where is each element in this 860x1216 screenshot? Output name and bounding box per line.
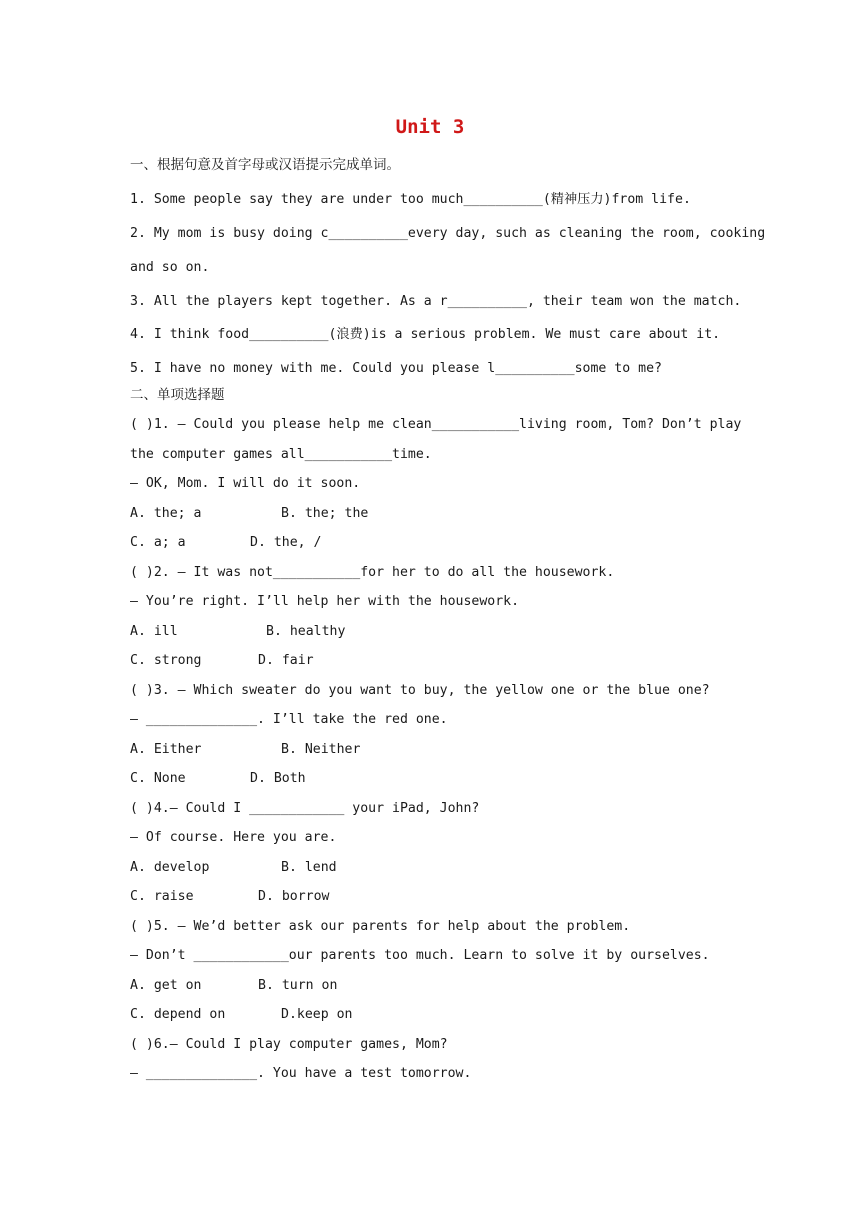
question-2-option-b: B. healthy [266, 624, 346, 639]
question-4-choices-cd [130, 888, 329, 906]
question-3-choices-cd [130, 770, 306, 788]
question-3-option-b: B. Neither [281, 742, 361, 757]
question-2-line-1: ( )2. — It was not___________for her to do all the housework. [130, 565, 615, 580]
question-1-choices-ab [130, 505, 368, 523]
question-1-line-3: — OK, Mom. I will do it soon. [130, 476, 361, 491]
question-6-line-2: — ______________. You have a test tomorrow. [130, 1066, 472, 1081]
question-4-line-2: — Of course. Here you are. [130, 830, 337, 845]
question-5-option-c: C. depend on [130, 1007, 226, 1022]
question-4-choices-ab [130, 859, 337, 877]
section2-heading: 二、单项选择题 [130, 387, 225, 403]
question-3-option-c: C. None [130, 771, 186, 786]
question-5-choices-cd [130, 1006, 352, 1024]
fill-item-5: 5. I have no money with me. Could you please l__________some to me? [130, 361, 662, 376]
question-5-option-b: B. turn on [258, 978, 338, 993]
question-5-line-1: ( )5. — We’d better ask our parents for help about the problem. [130, 919, 631, 934]
question-5-option-d: D.keep on [281, 1007, 353, 1022]
question-2-option-c: C. strong [130, 653, 202, 668]
question-3-option-a: A. Either [130, 742, 202, 757]
question-4-option-b: B. lend [281, 860, 337, 875]
question-5-choices-ab [130, 977, 337, 995]
question-1-option-a: A. the; a [130, 506, 202, 521]
question-6-line-1: ( )6.— Could I play computer games, Mom? [130, 1037, 448, 1052]
question-4-option-c: C. raise [130, 889, 194, 904]
question-1-option-b: B. the; the [281, 506, 369, 521]
question-2-line-2: — You’re right. I’ll help her with the housework. [130, 594, 520, 609]
fill-item-4: 4. I think food__________(浪费)is a serious problem. We must care about it. [130, 327, 721, 342]
fill-item-2: 2. My mom is busy doing c__________every day, such as cleaning the room, cooking [130, 226, 766, 241]
question-1-choices-cd [130, 534, 321, 552]
page-title: Unit 3 [395, 116, 465, 138]
question-3-choices-ab [130, 741, 360, 759]
question-4-option-a: A. develop [130, 860, 210, 875]
fill-item-1: 1. Some people say they are under too much__________(精神压力)from life. [130, 192, 691, 207]
question-1-option-d: D. the, / [250, 535, 322, 550]
question-1-line-2: the computer games all___________time. [130, 447, 432, 462]
question-3-line-2: — ______________. I’ll take the red one. [130, 712, 448, 727]
question-5-line-2: — Don’t ____________our parents too much. Learn to solve it by ourselves. [130, 948, 710, 963]
section1-heading: 一、根据句意及首字母或汉语提示完成单词。 [130, 157, 400, 173]
fill-item-2-cont: and so on. [130, 260, 210, 275]
fill-item-3: 3. All the players kept together. As a r__________, their team won the match. [130, 294, 742, 309]
question-4-line-1: ( )4.— Could I ____________ your iPad, John? [130, 801, 480, 816]
question-1-option-c: C. a; a [130, 535, 186, 550]
question-3-line-1: ( )3. — Which sweater do you want to buy, the yellow one or the blue one? [130, 683, 710, 698]
question-2-choices-ab [130, 623, 345, 641]
question-3-option-d: D. Both [250, 771, 306, 786]
question-2-choices-cd [130, 652, 314, 670]
question-5-option-a: A. get on [130, 978, 202, 993]
question-4-option-d: D. borrow [258, 889, 330, 904]
question-2-option-a: A. ill [130, 624, 178, 639]
question-2-option-d: D. fair [258, 653, 314, 668]
question-1-line-1: ( )1. — Could you please help me clean___________living room, Tom? Don’t play [130, 417, 742, 432]
